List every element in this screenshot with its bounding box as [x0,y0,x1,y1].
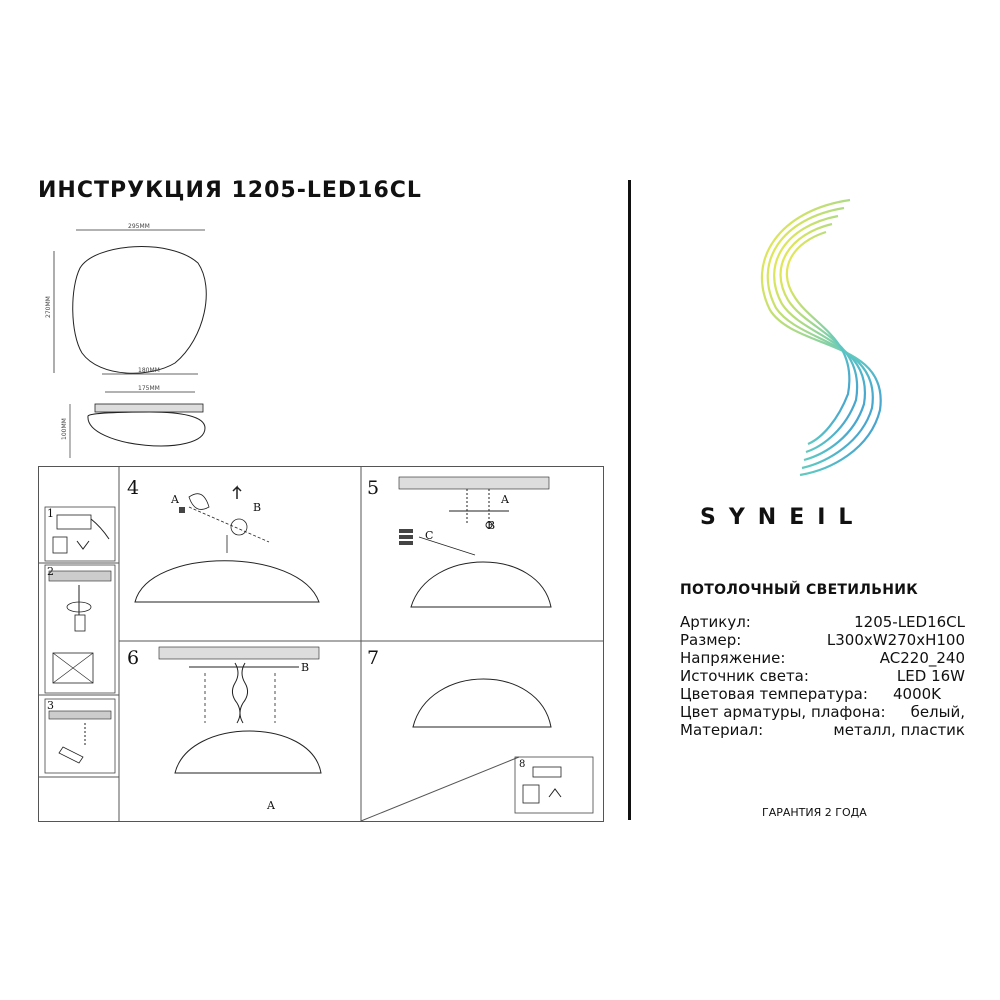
spec-key: Материал: [680,721,764,739]
spec-key: Размер: [680,631,742,649]
vertical-divider [628,180,631,820]
hammer-icon [59,747,83,763]
spec-key: Источник света: [680,667,809,685]
step-2-number: 2 [47,565,54,578]
spec-row-fixture-color [680,702,965,722]
brand-logo-icon [740,190,900,480]
spec-value: LED 16W [896,667,965,685]
step-8-number: 8 [519,759,526,770]
installation-steps-frame [38,466,604,822]
spec-key: Цветовая температура: [680,685,868,703]
arrow-down-icon [77,541,89,549]
step-4-number: 4 [127,477,140,499]
spec-value: L300xW270xH100 [826,631,965,649]
step7-lamp [413,679,551,727]
spec-row-voltage [680,648,965,668]
lamp-side-view [88,412,205,446]
hand-icon [91,519,109,539]
step-6-number: 6 [127,647,140,669]
width-label: 295MM [128,223,150,230]
spec-key: Напряжение: [680,649,786,667]
step6-lamp [175,731,321,773]
arrow-up-icon [233,487,241,499]
arrow-up-icon-2 [549,789,561,797]
step-3-number: 3 [47,699,54,712]
ceiling-hatch [49,571,111,581]
spec-value: 1205-LED16CL [854,613,965,631]
marker-a-step6: A [267,799,275,812]
depth-label: 100MM [61,418,68,440]
marker-a-step4: A [171,493,179,506]
logo-stripes [762,200,881,475]
top-dim-label: 180MM [138,367,160,374]
lamp-top-view [73,247,207,374]
step-7-number: 7 [367,647,380,669]
marker-b-step4: B [253,501,262,514]
spec-value: металл, пластик [833,721,965,739]
marker-c-step5: C [425,529,434,542]
brand-name: SYNEIL [700,505,866,530]
drill-icon [75,615,85,631]
spec-row-material [680,720,965,740]
spec-row-article [680,612,965,632]
marker-b-step6: B [301,661,310,674]
marker-b-step5: B [487,519,496,532]
height-label: 270MM [45,296,52,318]
spec-value: 4000K [892,685,941,703]
step-1-number: 1 [47,507,54,520]
spec-value: белый, [910,703,965,721]
marker-a-step5: A [501,493,509,506]
switch-icon [53,537,67,553]
spec-row-size [680,630,965,650]
product-type: ПОТОЛОЧНЫЙ СВЕТИЛЬНИК [680,582,918,598]
step-5-number: 5 [367,477,380,499]
spec-value: AC220_240 [879,649,965,667]
step5-lamp [411,562,551,607]
warranty-note: ГАРАНТИЯ 2 ГОДА [762,806,867,819]
spec-row-light-source [680,666,965,686]
inner-dim-label: 175MM [138,385,160,392]
ceiling [399,477,549,489]
spec-row-color-temp [680,684,965,704]
dimension-drawing [40,218,220,468]
step4-lamp [135,561,319,602]
spec-key: Цвет арматуры, плафона: [680,703,886,721]
page-title: ИНСТРУКЦИЯ 1205-LED16CL [38,178,422,203]
terminal-block-icon [57,515,91,529]
mount-plate [95,404,203,412]
spec-key: Артикул: [680,613,751,631]
